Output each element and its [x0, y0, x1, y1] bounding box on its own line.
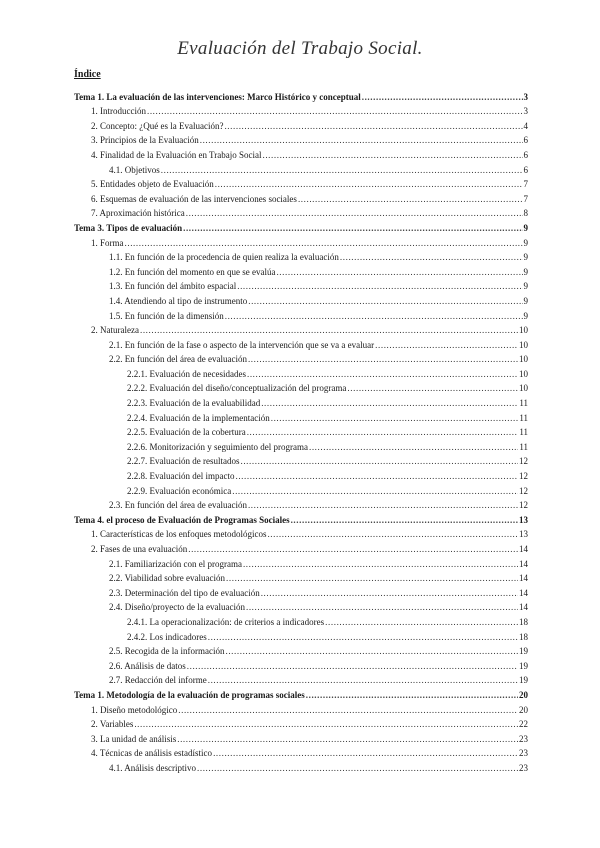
toc-dot-leader [186, 206, 523, 221]
toc-entry[interactable] [74, 425, 528, 440]
toc-dot-leader [177, 732, 518, 747]
toc-entry[interactable] [74, 177, 528, 192]
toc-entry[interactable] [74, 615, 528, 630]
toc-entry-title: 2.3. Determinación del tipo de evaluación [109, 587, 260, 598]
toc-entry-page-number: 20 [519, 689, 528, 700]
toc-dot-leader [225, 644, 518, 659]
toc-entry-page-number: 14 [519, 558, 528, 569]
toc-entry[interactable] [74, 352, 528, 367]
toc-entry[interactable] [74, 688, 528, 703]
toc-entry[interactable] [74, 513, 528, 528]
toc-entry-page-number: 11 [519, 427, 528, 438]
toc-entry[interactable] [74, 265, 528, 280]
toc-entry-page-number: 23 [519, 733, 528, 744]
toc-entry-page-number: 4 [523, 120, 528, 131]
toc-entry-title: 3. La unidad de análisis [91, 733, 177, 744]
toc-entry-page-number: 9 [523, 310, 528, 321]
toc-dot-leader [347, 381, 518, 396]
index-heading: Índice [74, 69, 101, 80]
toc-entry-title: Tema 3. Tipos de evaluación [74, 222, 183, 233]
toc-dot-leader [208, 630, 518, 645]
toc-entry-title: 2.4. Diseño/proyecto de la evaluación [109, 602, 245, 613]
toc-entry[interactable] [74, 542, 528, 557]
toc-dot-leader [243, 557, 518, 572]
toc-dot-leader [340, 250, 523, 265]
toc-entry-page-number: 11 [519, 441, 528, 452]
toc-dot-leader [362, 90, 523, 105]
toc-entry-title: 4. Técnicas de análisis estadístico [91, 748, 213, 759]
toc-dot-leader [261, 396, 518, 411]
toc-entry-page-number: 23 [519, 748, 528, 759]
toc-entry-page-number: 19 [519, 646, 528, 657]
toc-dot-leader [375, 338, 518, 353]
toc-entry[interactable] [74, 761, 528, 776]
toc-entry-title: Tema 4. el proceso de Evaluación de Programas Sociales [74, 514, 290, 525]
toc-entry-title: 2.4.2. Los indicadores [127, 631, 207, 642]
toc-entry-title: 2.2.3. Evaluación de la evaluabilidad [127, 398, 261, 409]
toc-entry[interactable] [74, 323, 528, 338]
toc-entry-title: 1. Características de los enfoques metodológicos [91, 529, 267, 540]
toc-dot-leader [235, 469, 518, 484]
toc-entry-title: Tema 1. La evaluación de las intervenciones: Marco Histórico y conceptual [74, 91, 361, 102]
toc-entry[interactable] [74, 498, 528, 513]
toc-entry-page-number: 19 [519, 675, 528, 686]
toc-entry-title: 6. Esquemas de evaluación de las intervenciones sociales [91, 193, 297, 204]
toc-entry-page-number: 10 [519, 339, 528, 350]
toc-entry-page-number: 11 [519, 412, 528, 423]
toc-dot-leader [183, 221, 522, 236]
toc-dot-leader [188, 542, 518, 557]
toc-entry-title: 2. Fases de una evaluación [91, 544, 188, 554]
toc-entry[interactable] [74, 673, 528, 688]
toc-entry-title: 4. Finalidad de la Evaluación en Trabajo Social [91, 149, 262, 160]
toc-entry-title: 1. Diseño metodológico [91, 704, 178, 715]
toc-entry[interactable] [74, 746, 528, 761]
toc-entry-title: 2.4.1. La operacionalización: de criterios a indicadores [127, 616, 325, 627]
toc-entry-title: 2.7. Redacción del informe [109, 675, 207, 686]
toc-entry[interactable] [74, 309, 528, 324]
toc-entry-title: 1.3. En función del ámbito espacial [109, 281, 237, 292]
toc-entry[interactable] [74, 644, 528, 659]
toc-entry-title: 2.2.1. Evaluación de necesidades [127, 368, 246, 379]
toc-entry[interactable] [74, 527, 528, 542]
toc-entry-title: 2.3. En función del área de evaluación [109, 500, 247, 511]
toc-entry-title: 1. Forma [91, 237, 124, 248]
toc-entry[interactable] [74, 104, 528, 119]
toc-entry-page-number: 11 [519, 398, 528, 409]
toc-dot-leader [248, 352, 518, 367]
toc-entry-page-number: 18 [519, 631, 528, 642]
toc-dot-leader [309, 440, 518, 455]
toc-entry[interactable] [74, 396, 528, 411]
toc-entry-page-number: 22 [519, 719, 528, 730]
toc-entry[interactable] [74, 163, 528, 178]
toc-entry[interactable] [74, 236, 528, 251]
toc-dot-leader [261, 586, 518, 601]
table-of-contents [74, 68, 528, 776]
toc-entry-page-number: 6 [523, 135, 528, 146]
toc-entry-page-number: 9 [523, 266, 528, 277]
toc-dot-leader [208, 673, 518, 688]
toc-dot-leader [298, 192, 523, 207]
toc-dot-leader [276, 265, 522, 280]
toc-entry-title: Tema 1. Metodología de la evaluación de programas sociales [74, 689, 305, 700]
toc-entry-title: 2.2.5. Evaluación de la cobertura [127, 427, 246, 438]
toc-entry-page-number: 3 [523, 91, 528, 102]
toc-dot-leader [134, 717, 518, 732]
toc-dot-leader [224, 119, 522, 134]
toc-entry-page-number: 7 [523, 193, 528, 204]
toc-entry[interactable] [74, 148, 528, 163]
toc-entry-title: 2.2.4. Evaluación de la implementación [127, 412, 270, 423]
toc-entry-page-number: 18 [519, 616, 528, 627]
toc-entry-title: 2. Naturaleza [91, 325, 139, 336]
toc-entry-page-number: 23 [519, 762, 528, 773]
toc-entry[interactable] [74, 250, 528, 265]
toc-dot-leader [226, 571, 518, 586]
toc-entry-page-number: 9 [523, 295, 528, 306]
toc-entry-title: 2.2. Viabilidad sobre evaluación [109, 573, 226, 584]
toc-entry-page-number: 6 [523, 164, 528, 175]
toc-entry[interactable] [74, 90, 528, 105]
toc-dot-leader [161, 163, 523, 178]
toc-entry-title: 4.1. Objetivos [109, 164, 160, 175]
toc-entry[interactable] [74, 717, 528, 732]
toc-dot-leader [237, 279, 522, 294]
toc-entry[interactable] [74, 469, 528, 484]
toc-entry[interactable] [74, 630, 528, 645]
toc-entry[interactable] [74, 221, 528, 236]
toc-dot-leader [178, 703, 518, 718]
toc-dot-leader [262, 148, 522, 163]
toc-entry[interactable] [74, 600, 528, 615]
toc-dot-leader [246, 600, 518, 615]
toc-entry[interactable] [74, 133, 528, 148]
toc-dot-leader [291, 513, 518, 528]
toc-dot-leader [187, 659, 518, 674]
toc-entry-page-number: 8 [523, 208, 528, 219]
document-title: Evaluación del Trabajo Social. [177, 38, 423, 59]
toc-dot-leader [125, 236, 523, 251]
toc-dot-leader [225, 309, 523, 324]
toc-entry-page-number: 10 [519, 325, 528, 336]
toc-entry-title: 2.2.9. Evaluación económica [127, 485, 232, 496]
toc-entry-page-number: 14 [519, 602, 528, 613]
toc-entry-title: 1. Introducción [91, 106, 146, 117]
toc-entry-title: 2. Concepto: ¿Qué es la Evaluación? [91, 120, 224, 131]
toc-dot-leader [247, 367, 518, 382]
toc-entry-title: 2.6. Análisis de datos [109, 660, 186, 671]
toc-dot-leader [232, 484, 518, 499]
toc-entry-title: 1.1. En función de la procedencia de quien realiza la evaluación [109, 252, 339, 263]
toc-entry-title: 2. Variables [91, 719, 134, 730]
toc-entry-title: 3. Principios de la Evaluación [91, 135, 199, 146]
toc-dot-leader [147, 104, 523, 119]
toc-entry-page-number: 7 [523, 179, 528, 190]
toc-entry[interactable] [74, 484, 528, 499]
toc-entry[interactable] [74, 440, 528, 455]
toc-entry[interactable] [74, 367, 528, 382]
toc-entry-page-number: 6 [523, 149, 528, 160]
toc-dot-leader [248, 498, 518, 513]
toc-entry-page-number: 12 [519, 471, 528, 482]
toc-dot-leader [200, 133, 523, 148]
toc-entry-title: 2.2. En función del área de evaluación [109, 354, 247, 365]
toc-entry[interactable] [74, 206, 528, 221]
toc-entry-page-number: 13 [519, 514, 528, 525]
toc-entry-page-number: 9 [523, 281, 528, 292]
toc-entry-page-number: 9 [523, 252, 528, 263]
toc-entry-page-number: 10 [519, 354, 528, 365]
toc-entry[interactable] [74, 703, 528, 718]
toc-entry-title: 7. Aproximación histórica [91, 208, 185, 219]
toc-entry[interactable] [74, 411, 528, 426]
toc-entry-page-number: 3 [523, 106, 528, 117]
toc-entry-page-number: 20 [519, 704, 528, 715]
toc-dot-leader [140, 323, 518, 338]
toc-entry[interactable] [74, 586, 528, 601]
toc-dot-leader [248, 294, 522, 309]
toc-dot-leader [247, 425, 519, 440]
toc-entry-title: 5. Entidades objeto de Evaluación [91, 179, 214, 190]
toc-entry-title: 2.2.8. Evaluación del impacto [127, 471, 235, 482]
toc-dot-leader [271, 411, 519, 426]
toc-entry-title: 1.5. En función de la dimensión [109, 310, 224, 321]
toc-entry[interactable] [74, 294, 528, 309]
toc-dot-leader [306, 688, 518, 703]
toc-entry[interactable] [74, 381, 528, 396]
toc-entry-page-number: 9 [523, 222, 528, 233]
toc-entry-page-number: 13 [519, 529, 528, 540]
toc-entry[interactable] [74, 338, 528, 353]
toc-entry-page-number: 9 [523, 237, 528, 248]
toc-list [74, 90, 528, 776]
toc-entry[interactable] [74, 571, 528, 586]
toc-entry-title: 2.5. Recogida de la información [109, 646, 225, 657]
toc-entry-page-number: 14 [519, 573, 528, 584]
toc-dot-leader [215, 177, 523, 192]
toc-dot-leader [213, 746, 518, 761]
toc-entry-title: 2.2.2. Evaluación del diseño/conceptualización del programa [127, 383, 347, 394]
toc-dot-leader [325, 615, 518, 630]
toc-entry-page-number: 14 [519, 587, 528, 598]
toc-entry-title: 2.2.6. Monitorización y seguimiento del programa [127, 441, 308, 452]
toc-entry-title: 2.1. En función de la fase o aspecto de la intervención que se va a evaluar [109, 339, 375, 350]
toc-entry-page-number: 19 [519, 660, 528, 671]
toc-entry-page-number: 12 [519, 485, 528, 496]
toc-entry-page-number: 10 [519, 383, 528, 394]
toc-entry-title: 2.1. Familiarización con el programa [109, 558, 242, 569]
toc-dot-leader [267, 527, 518, 542]
toc-entry[interactable] [74, 557, 528, 572]
toc-entry-page-number: 12 [519, 456, 528, 467]
toc-entry-title: 2.2.7. Evaluación de resultados [127, 456, 240, 467]
toc-entry-page-number: 14 [519, 544, 528, 554]
toc-entry-title: 4.1. Análisis descriptivo [109, 762, 196, 773]
toc-entry-title: 1.2. En función del momento en que se evalúa [109, 266, 276, 277]
toc-dot-leader [197, 761, 518, 776]
toc-entry[interactable] [74, 192, 528, 207]
toc-dot-leader [240, 454, 518, 469]
toc-entry[interactable] [74, 119, 528, 134]
toc-entry[interactable] [74, 454, 528, 469]
toc-entry-title: 1.4. Atendiendo al tipo de instrumento [109, 295, 248, 306]
toc-entry[interactable] [74, 279, 528, 294]
toc-entry[interactable] [74, 659, 528, 674]
toc-entry-page-number: 10 [519, 368, 528, 379]
toc-entry-page-number: 12 [519, 500, 528, 511]
toc-entry[interactable] [74, 732, 528, 747]
